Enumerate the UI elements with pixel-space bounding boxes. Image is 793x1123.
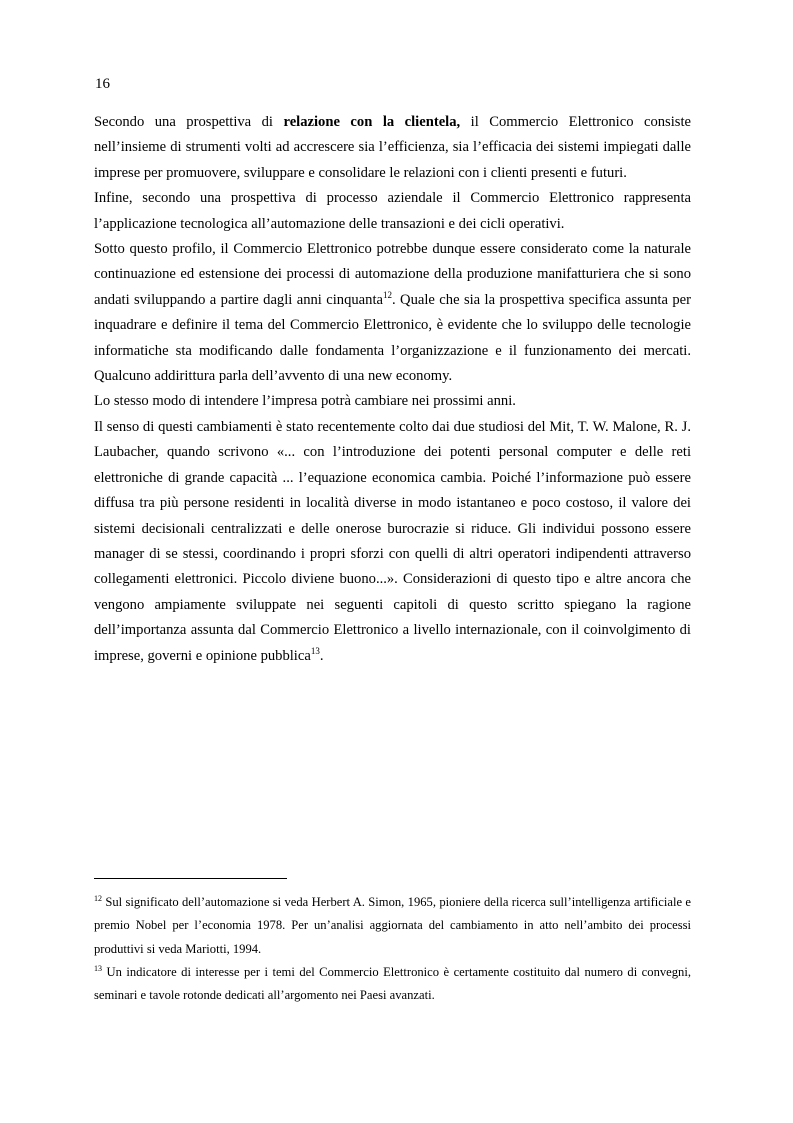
paragraph-cambiamenti xyxy=(94,415,691,669)
footnote-ref-12[interactable]: 12 xyxy=(383,289,392,300)
paragraph-text: . Quale che sia la prospettiva specifica assunta per inquadrare e definire il tema del Commercio Elettronico, è evidente che lo sviluppo delle tecnologie informatiche sta modificando dalle fondamenta l’organizzazione e il funzionamento dei mercati. Qualcuno addirittura parla dell’avvento di una new economy. xyxy=(94,291,691,385)
footnote-12 xyxy=(94,891,691,961)
page-number: 16 xyxy=(95,76,110,92)
footnote-text: Un indicatore di interesse per i temi del Commercio Elettronico è certamente costituito dal numero di convegni, seminari e tavole rotonde dedicati all’argomento nei Paesi avanzati. xyxy=(94,964,691,1003)
footnote-13 xyxy=(94,961,691,1008)
body-text xyxy=(94,110,691,669)
footnote-separator xyxy=(94,878,287,879)
footnote-marker: 13 xyxy=(94,963,102,973)
bold-phrase: relazione con la clientela, xyxy=(283,114,461,130)
footnote-text: Sul significato dell’automazione si veda Herbert A. Simon, 1965, pioniere della ricerca sull’intelligenza artificiale e premio Nobel per l’economia 1978. Per un’analisi aggiornata del cambiamento in atto nell’ambito dei processi produttivi si veda Mariotti, 1994. xyxy=(94,895,691,956)
footnote-marker: 12 xyxy=(94,894,102,903)
footnotes xyxy=(94,891,691,1007)
paragraph-relazione-clientela xyxy=(94,110,691,186)
paragraph-text: Il senso di questi cambiamenti è stato recentemente colto dai due studiosi del Mit, T. W. Malone, R. J. Laubacher, quando scrivono «... con l’introduzione dei potenti personal computer e delle reti elettroniche di grande capacità ... l’equazione economica cambia. Poiché l’informazione può essere diffusa tra più persone residenti in località diverse in modo istantaneo e poco costoso, il valore dei sistemi decisionali centralizzati e delle onerose burocrazie si riduce. Gli individui possono essere manager di se stessi, coordinando i propri sforzi con quelli di altri operatori indipendenti attraverso collegamenti elettronici. Piccolo diviene buono...». Considerazioni di questo tipo e altre ancora che vengono ampiamente sviluppate nei seguenti capitoli di questo scritto spiegano la ragione dell’importanza assunta dal Commercio Elettronico a livello internazionale, con il coinvolgimento di imprese, governi e opinione pubblica xyxy=(94,418,691,664)
paragraph-processo-aziendale: Infine, secondo una prospettiva di processo aziendale il Commercio Elettronico rappresenta l’applicazione tecnologica all’automazione delle transazioni e dei cicli operativi. xyxy=(94,190,691,232)
paragraph-text: Sotto questo profilo, il Commercio Elettronico potrebbe dunque essere considerato come la naturale continuazione ed estensione dei processi di automazione della produzione manifatturiera che si sono andati sviluppando a partire dagli anni cinquanta xyxy=(94,241,691,308)
paragraph-profilo xyxy=(94,237,691,389)
paragraph-impresa: Lo stesso modo di intendere l’impresa potrà cambiare nei prossimi anni. xyxy=(94,393,516,410)
paragraph-text: . xyxy=(319,647,324,664)
paragraph-rest: il Commercio Elettronico consiste nell’insieme di strumenti volti ad accrescere sia l’efficienza, sia l’efficacia dei sistemi impiegati dalle imprese per promuovere, sviluppare e consolidare le relazioni con i clienti presenti e futuri. xyxy=(94,114,692,181)
paragraph-lead: Secondo una prospettiva di xyxy=(94,114,284,130)
footnote-ref-13[interactable]: 13 xyxy=(310,645,320,656)
